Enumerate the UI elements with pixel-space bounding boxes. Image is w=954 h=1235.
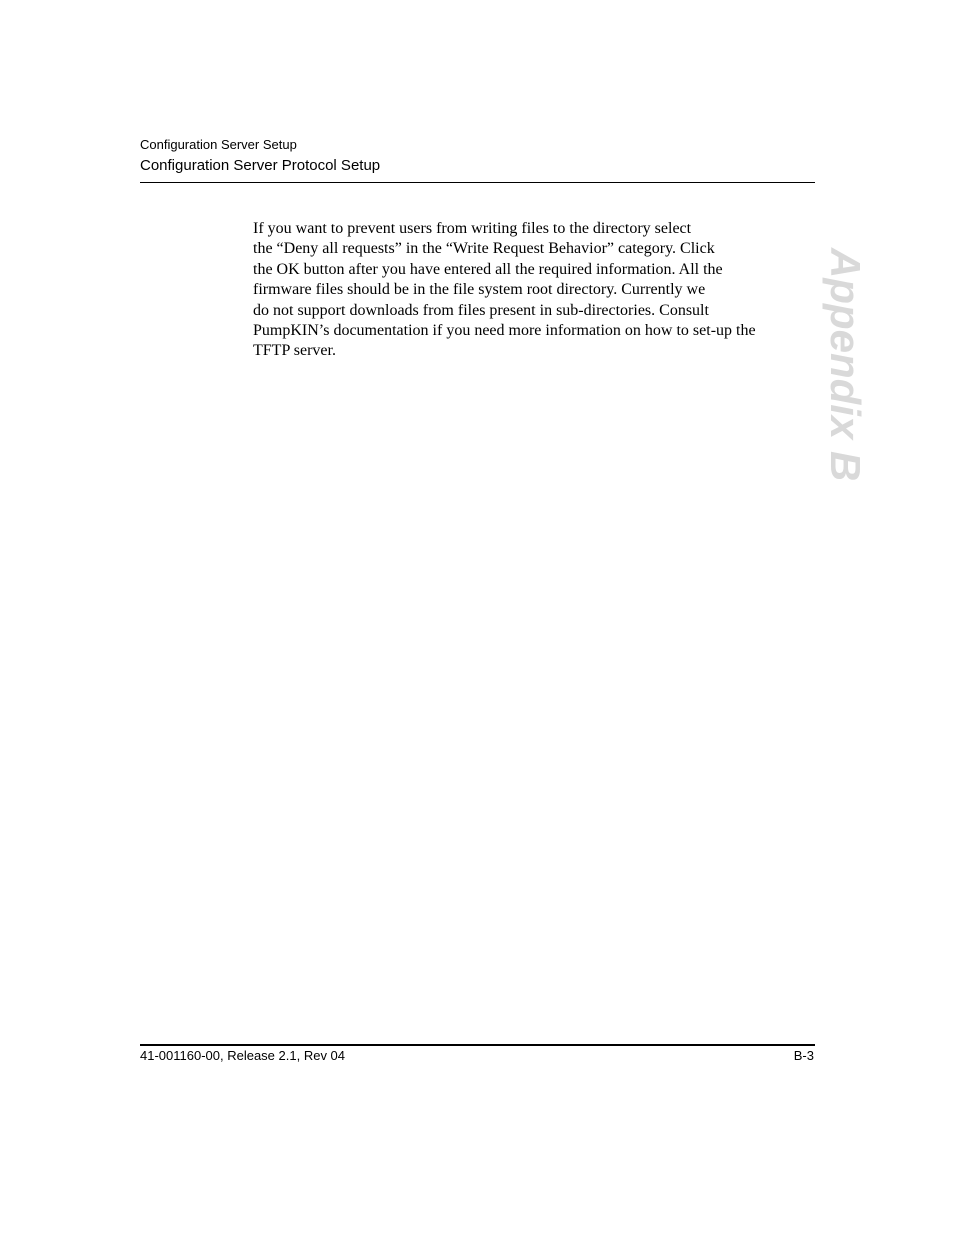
appendix-side-tab — [820, 248, 870, 482]
body-line: firmware files should be in the file system root directory. Currently we — [253, 281, 706, 299]
body-line: the OK button after you have entered all the required information. All the — [253, 260, 723, 278]
appendix-side-tab-label: Appendix B — [822, 248, 869, 482]
body-line: PumpKIN’s documentation if you need more information on how to set-up the — [253, 322, 756, 340]
body-line: the “Deny all requests” in the “Write Request Behavior” category. Click — [253, 240, 715, 258]
running-header-section: Configuration Server Protocol Setup — [140, 157, 381, 174]
running-header-chapter: Configuration Server Setup — [140, 137, 297, 152]
footer-rule — [140, 1044, 815, 1046]
body-paragraph — [253, 219, 798, 362]
body-line: TFTP server. — [253, 342, 336, 360]
body-line: If you want to prevent users from writing files to the directory select — [253, 220, 692, 237]
body-line: do not support downloads from files present in sub-directories. Consult — [253, 301, 709, 319]
footer-page-number: B-3 — [793, 1048, 814, 1063]
footer-doc-id: 41-001160-00, Release 2.1, Rev 04 — [140, 1048, 346, 1063]
header-rule — [140, 182, 815, 183]
